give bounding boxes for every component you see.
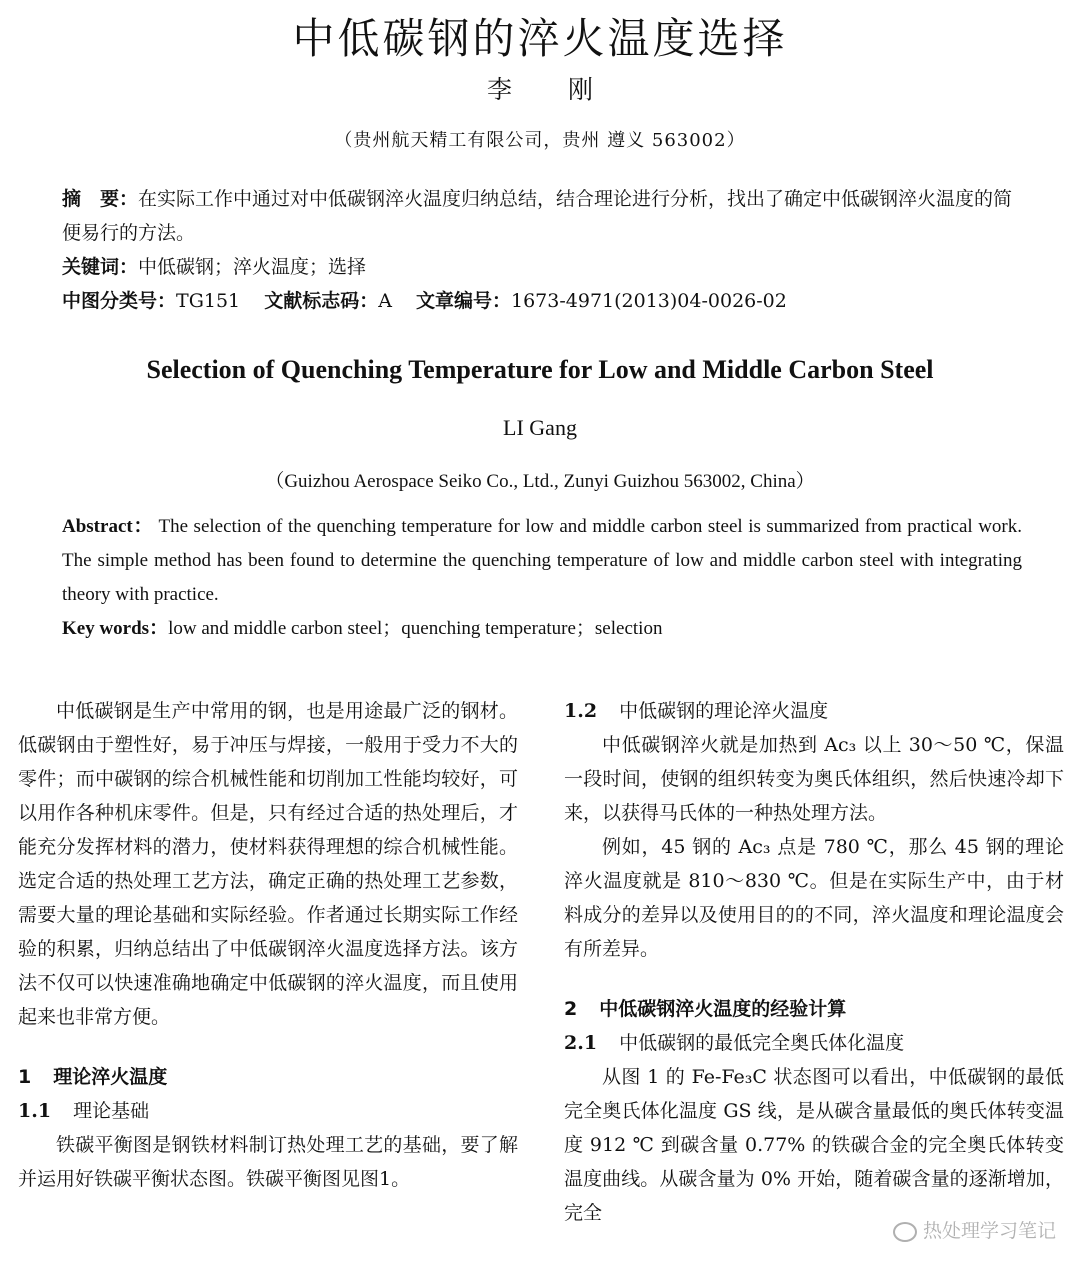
section-1-2-paragraph-2: 例如，45 钢的 Ac₃ 点是 780 ℃，那么 45 钢的理论淬火温度就是 810～830 ℃。但是在实际生产中，由于材料成分的差异以及使用目的的不同，淬火温度和理论温度会有所差异。: [564, 836, 1064, 960]
section-title: 中低碳钢的理论淬火温度: [619, 700, 829, 722]
intro-paragraph: 中低碳钢是生产中常用的钢，也是用途最广泛的钢材。低碳钢由于塑性好，易于冲压与焊接，一般用于受力不大的零件；而中碳钢的综合机械性能和切削加工性能均较好，可以用作各种机床零件。但是，只有经过合适的热处理后，才能充分发挥材料的潜力，使材料获得理想的综合机械性能。选定合适的热处理工艺方法，确定正确的热处理工艺参数，需要大量的理论基础和实际经验。作者通过长期实际工作经验的积累，归纳总结出了中低碳钢淬火温度选择方法。该方法不仅可以快速准确地确定中低碳钢的淬火温度，而且使用起来也非常方便。: [18, 700, 518, 1028]
en-keywords-text: low and middle carbon steel；quenching temperature；selection: [168, 618, 663, 639]
right-column: [564, 694, 1064, 1230]
section-1-2-heading: [564, 694, 1064, 728]
section-title: 中低碳钢的最低完全奥氏体化温度: [619, 1032, 905, 1054]
en-abstract-text: The selection of the quenching temperature for low and middle carbon steel is summarized from practical work. The simple method has been found to determine the quenching temperature of low and middle carbon steel with integrating theory with practice.: [62, 516, 1022, 605]
section-1-heading: [18, 1060, 518, 1094]
en-abstract-label: Abstract：: [62, 516, 154, 537]
cn-abstract-label: 摘 要：: [62, 188, 139, 210]
cn-abstract: [62, 182, 1022, 250]
article-no-value: 1673-4971(2013)04-0026-02: [511, 290, 787, 312]
en-title: Selection of Quenching Temperature for Low and Middle Carbon Steel: [146, 355, 934, 384]
classification-line: [62, 284, 1022, 318]
article-no-label: 文章编号：: [415, 290, 511, 312]
author-affiliation: （贵州航天精工有限公司，贵州 遵义 563002）: [334, 130, 746, 151]
en-affiliation: （Guizhou Aerospace Seiko Co., Ltd., Zunyi Guizhou 563002, China）: [265, 471, 815, 492]
doc-code-value: A: [378, 290, 392, 312]
cn-abstract-text: 在实际工作中通过对中低碳钢淬火温度归纳总结，结合理论进行分析，找出了确定中低碳钢淬火温度的简便易行的方法。: [62, 188, 1013, 244]
section-number: 1.1: [18, 1100, 52, 1122]
doc-code-label: 文献标志码：: [264, 290, 379, 312]
section-1-1-paragraph: 铁碳平衡图是钢铁材料制订热处理工艺的基础，要了解并运用好铁碳平衡状态图。铁碳平衡图见图1。: [18, 1134, 518, 1190]
cn-keywords: [62, 250, 1022, 284]
section-number: 1: [18, 1066, 32, 1088]
cn-keywords-label: 关键词：: [62, 256, 139, 278]
section-title: 理论淬火温度: [53, 1066, 168, 1088]
en-keywords: [62, 612, 1022, 646]
clc-label: 中图分类号：: [62, 290, 177, 312]
paper-title: 中低碳钢的淬火温度选择: [292, 14, 788, 63]
section-number: 1.2: [564, 700, 598, 722]
section-title: 中低碳钢淬火温度的经验计算: [599, 998, 847, 1020]
watermark-text: 热处理学习笔记: [922, 1220, 1056, 1242]
wechat-icon: [893, 1222, 917, 1242]
section-2-heading: [564, 992, 1064, 1026]
cn-keywords-text: 中低碳钢；淬火温度；选择: [138, 256, 367, 278]
section-number: 2: [564, 998, 578, 1020]
left-column: [18, 694, 518, 1196]
en-abstract: [62, 510, 1022, 612]
watermark: [893, 1216, 1056, 1243]
section-2-1-heading: [564, 1026, 1064, 1060]
section-number: 2.1: [564, 1032, 598, 1054]
clc-value: TG151: [176, 290, 241, 312]
section-2-1-paragraph: 从图 1 的 Fe-Fe₃C 状态图可以看出，中低碳钢的最低完全奥氏体化温度 GS 线，是从碳含量最低的奥氏体转变温度 912 ℃ 到碳含量 0.77% 的铁碳合金的完全奥氏体转变温度曲线。从碳含量为 0% 开始，随着碳含量的逐渐增加，完全: [564, 1066, 1064, 1224]
author-name: 李 刚: [487, 75, 617, 104]
en-author: LI Gang: [503, 415, 577, 440]
en-keywords-label: Key words：: [62, 618, 169, 639]
section-1-2-paragraph-1: 中低碳钢淬火就是加热到 Ac₃ 以上 30～50 ℃，保温一段时间，使钢的组织转变为奥氏体组织，然后快速冷却下来，以获得马氏体的一种热处理方法。: [564, 734, 1064, 824]
section-1-1-heading: [18, 1094, 518, 1128]
section-title: 理论基础: [73, 1100, 150, 1122]
